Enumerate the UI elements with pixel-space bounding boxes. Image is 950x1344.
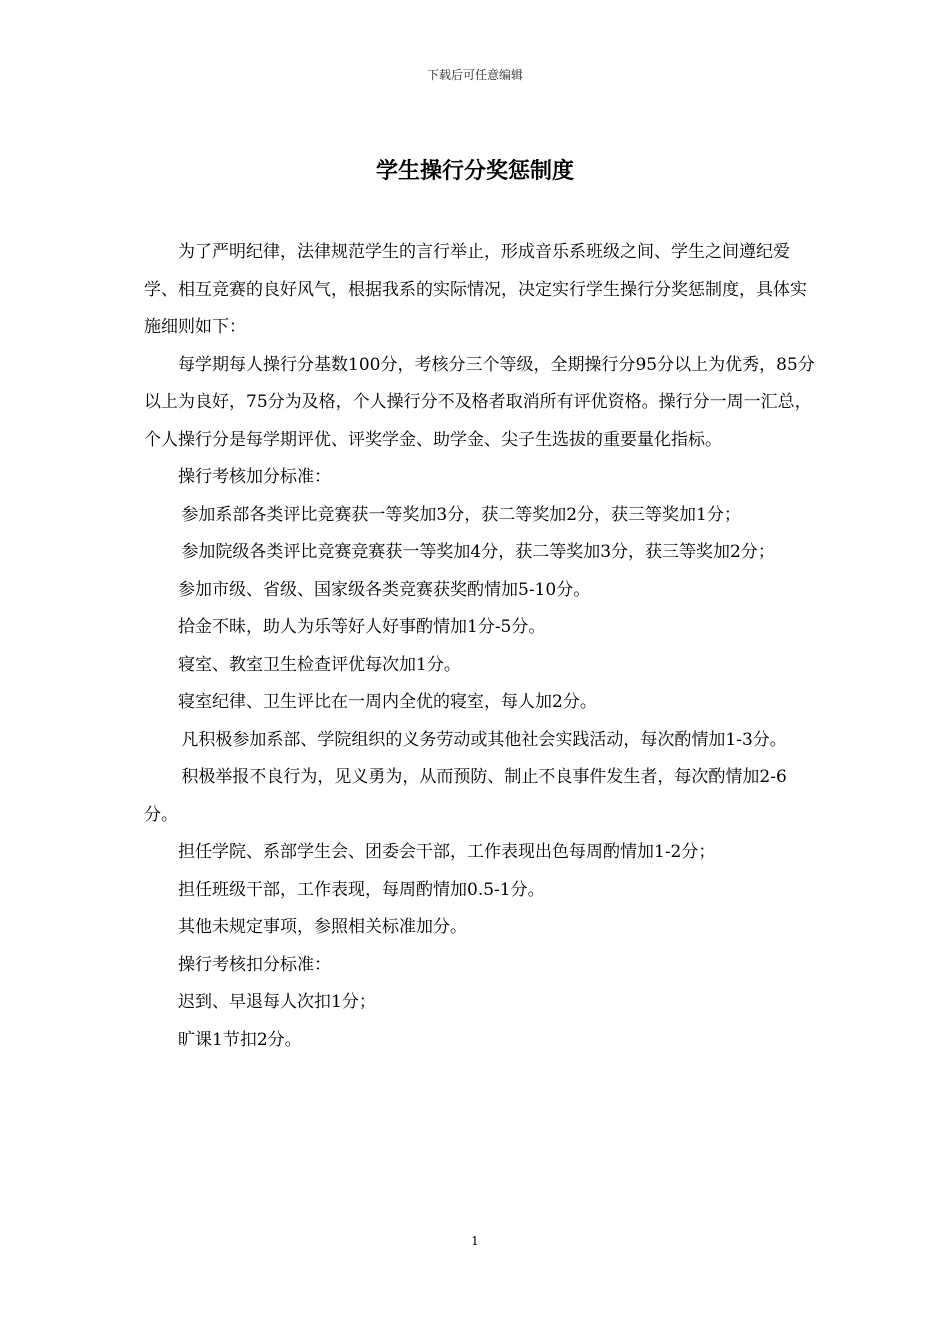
document-title: 学生操行分奖惩制度 bbox=[375, 158, 574, 184]
paragraph-bonus-dorm: 寝室纪律、卫生评比在一周内全优的寝室，每人加2分。 bbox=[178, 692, 597, 712]
paragraph-bonus-heading: 操行考核加分标准： bbox=[178, 467, 331, 487]
paragraph-bonus-union-cadre: 担任学院、系部学生会、团委会干部，工作表现出色每周酌情加1-2分； bbox=[178, 842, 716, 862]
paragraph-bonus-report: 积极举报不良行为，见义勇为，从而预防、制止不良事件发生者，每次酌情加2-6分。 bbox=[144, 767, 787, 825]
paragraph-base-score: 每学期每人操行分基数100分，考核分三个等级，全期操行分95分以上为优秀，85分以上为良好，75分为及格，个人操行分不及格者取消所有评优资格。操行分一周一汇总，个人操行分是每学期评优、评奖学金、助学金、尖子生选拔的重要量化指标。 bbox=[144, 354, 815, 450]
paragraph-bonus-other: 其他未规定事项，参照相关标准加分。 bbox=[178, 917, 467, 937]
paragraph-bonus-national-contest: 参加市级、省级、国家级各类竞赛获奖酌情加5-10分。 bbox=[178, 579, 591, 600]
paragraph-bonus-college-contest: 参加院级各类评比竞赛竞赛获一等奖加4分，获二等奖加3分，获三等奖加2分； bbox=[181, 542, 775, 562]
page-number: 1 bbox=[471, 1234, 479, 1248]
paragraph-bonus-dept-contest: 参加系部各类评比竞赛获一等奖加3分，获二等奖加2分，获三等奖加1分； bbox=[181, 504, 741, 525]
document-body bbox=[144, 234, 816, 1059]
paragraph-deduct-late: 迟到、早退每人次扣1分； bbox=[178, 992, 376, 1012]
paragraph-bonus-hygiene: 寝室、教室卫生检查评优每次加1分。 bbox=[178, 654, 461, 675]
paragraph-bonus-class-cadre: 担任班级干部，工作表现，每周酌情加0.5-1分。 bbox=[178, 879, 545, 900]
paragraph-intro: 为了严明纪律，法律规范学生的言行举止，形成音乐系班级之间、学生之间遵纪爱学、相互竞赛的良好风气，根据我系的实际情况，决定实行学生操行分奖惩制度，具体实施细则如下： bbox=[144, 242, 807, 337]
paragraph-bonus-good-deeds: 拾金不昧，助人为乐等好人好事酌情加1分-5分。 bbox=[178, 617, 546, 637]
paragraph-bonus-volunteer: 凡积极参加系部、学院组织的义务劳动或其他社会实践活动，每次酌情加1-3分。 bbox=[181, 729, 787, 750]
paragraph-deduct-absence: 旷课1节扣2分。 bbox=[178, 1029, 302, 1050]
page-header: 下载后可任意编辑 bbox=[426, 68, 523, 82]
paragraph-deduct-heading: 操行考核扣分标准： bbox=[178, 954, 331, 975]
